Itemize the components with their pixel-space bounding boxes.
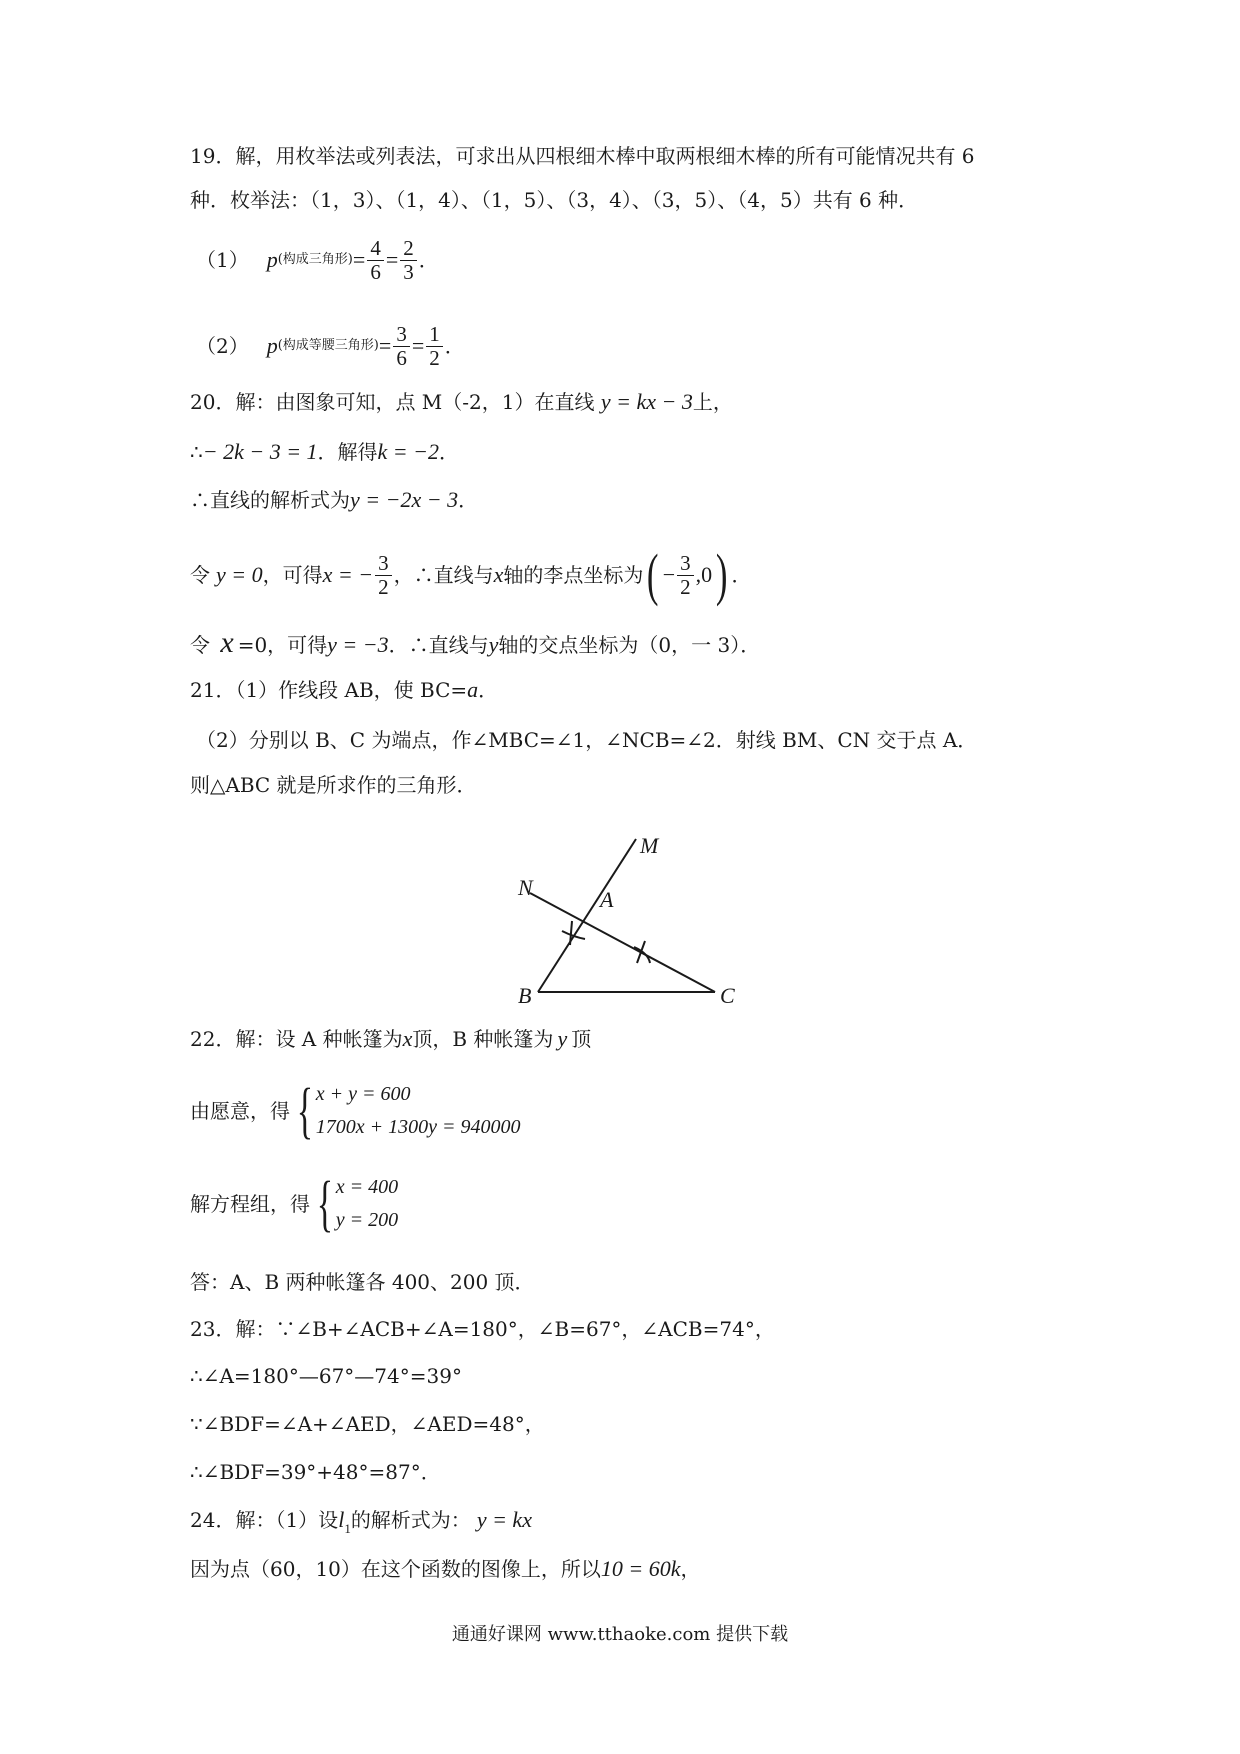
text: 令 [190,563,210,587]
math: − 2k − 3 = 1 [202,439,318,464]
math: y = −3 [327,632,389,657]
text: 顶，B 种帐篷为 [412,1027,554,1051]
q22-answer: 答：A、B 两种帐篷各 400、200 顶． [190,1270,535,1294]
math: ,0 [695,562,713,587]
numerator: 3 [375,552,392,576]
text: 令 [190,633,210,657]
triangle-construction-figure [500,835,770,1015]
q23-line4: ∴∠BDF=39°+48°=87°． [190,1460,441,1484]
probability-subscript: (构成三角形) [277,252,353,267]
subscript: 1 [344,1521,351,1536]
text: ． [478,678,499,702]
math: y = kx [476,1507,532,1532]
fraction [400,237,417,284]
text: ， [680,1557,701,1581]
text: ∴直线的解析式为 [190,488,350,512]
denominator: 2 [680,574,691,599]
text: 轴的交点坐标为（0，一 3）． [498,633,761,657]
q20-line3 [190,485,478,515]
math: y [557,1026,568,1051]
part-label: （1） [196,248,249,272]
q19-line2: 种．枚举法：（1，3）、（1，4）、（1，5）、（3，4）、（3，5）、（4，5）共有 6 种． [190,188,919,212]
text: 解方程组，得 [190,1192,310,1216]
math: y = kx − 3 [600,389,693,414]
label-b: B [518,983,532,1008]
denominator: 2 [429,345,440,370]
equals-sign: = [411,333,425,358]
fraction [375,552,392,599]
q19-line1: 19．解，用枚举法或列表法，可求出从四根细木棒中取两根细木棒的所有可能情况共有 6 [190,144,975,168]
q23-line1: 23．解：∵∠B+∠ACB+∠A=180°，∠B=67°，∠ACB=74°， [190,1317,775,1341]
text: 轴的李点坐标为 [503,563,644,587]
q21-line3: 则△ABC 就是所求作的三角形． [190,773,477,797]
denominator: 2 [378,574,389,599]
text: 因为点（60，10）在这个函数的图像上，所以 [190,1557,601,1581]
q19-part1 [196,232,439,288]
therefore-symbol: ∴ [190,440,203,464]
text: ． [439,440,460,464]
text: ．解得 [317,440,378,464]
q20-line1 [190,387,733,417]
left-brace: { [296,1077,314,1145]
left-paren: ( [647,542,659,607]
numerator: 3 [677,552,694,576]
math: k = −2 [377,439,440,464]
equation-1: x + y = 600 [315,1083,411,1105]
math: y = 0 [216,562,263,587]
q20-line2 [190,437,459,467]
text: ，可得 [262,563,323,587]
q21-line2: （2）分别以 B、C 为端点，作∠MBC=∠1，∠NCB=∠2．射线 BM、CN 交于点 A． [196,728,978,752]
math: x = − [322,562,374,587]
numerator: 2 [400,237,417,261]
solution-system [310,1171,398,1237]
math: x [493,562,504,587]
text: 22．解：设 A 种帐篷为 [190,1027,403,1051]
equation-2: 1700x + 1300y = 940000 [315,1116,521,1138]
probability-symbol: p [266,247,278,272]
solutions [336,1171,398,1237]
q20-line5 [190,628,760,660]
fraction [677,552,694,599]
label-m: M [640,835,659,858]
equals-sign: = [385,247,399,272]
text: 20．解：由图象可知，点 M（-2，1）在直线 [190,390,595,414]
q23-line3: ∵∠BDF=∠A+∠AED，∠AED=48°， [190,1412,545,1436]
label-c: C [720,983,735,1008]
label-n: N [518,875,533,900]
q24-line1 [190,1505,532,1544]
arc-mark-b-cross [570,921,572,945]
math: x [220,626,234,659]
fraction [367,237,384,284]
ray-bm [538,839,636,992]
text: 上， [692,390,733,414]
q22-solution [190,1170,398,1238]
solution-y: y = 200 [335,1209,399,1231]
text: =0，可得 [237,633,328,657]
denominator: 6 [396,345,407,370]
math: a [467,677,479,702]
fraction [393,323,410,370]
left-brace: { [316,1170,334,1238]
probability-symbol: p [266,333,278,358]
text: 的解析式为： [350,1508,471,1532]
q24-line2 [190,1554,701,1584]
equations [316,1078,521,1144]
numerator: 1 [426,323,443,347]
period: ． [444,334,465,358]
q22-system [190,1077,521,1145]
part-label: （2） [196,334,249,358]
math: l [338,1507,345,1532]
equals-sign: = [352,247,366,272]
denominator: 3 [403,259,414,284]
numerator: 4 [367,237,384,261]
label-a: A [600,887,614,912]
math: y [488,632,499,657]
math: 10 = 60k [600,1556,681,1581]
period: ． [418,248,439,272]
probability-subscript: (构成等腰三角形) [277,338,379,353]
text: ．∴直线与 [388,633,489,657]
math: x [402,1026,413,1051]
text: ． [731,563,752,587]
q22-line1 [190,1024,591,1054]
text: 顶 [571,1027,592,1051]
q19-part2 [196,318,465,374]
fraction [426,323,443,370]
text: 由愿意，得 [190,1099,290,1123]
text: ． [458,488,479,512]
q20-line4 [190,542,752,607]
equation-system [290,1078,521,1144]
minus-sign: − [662,562,676,587]
text: 21．（1）作线段 AB，使 BC= [190,678,468,702]
equals-sign: = [378,333,392,358]
solution-x: x = 400 [335,1176,399,1198]
denominator: 6 [370,259,381,284]
math: y = −2x − 3 [350,487,459,512]
ray-cn [530,893,715,992]
right-paren: ) [715,542,728,607]
numerator: 3 [393,323,410,347]
text: ，∴直线与 [393,563,494,587]
q21-line1 [190,675,498,705]
q23-line2: ∴∠A=180°—67°—74°=39° [190,1364,462,1388]
text: 24．解：（1）设 [190,1508,339,1532]
page-footer: 通通好课网 www.tthaoke.com 提供下载 [451,1624,789,1645]
